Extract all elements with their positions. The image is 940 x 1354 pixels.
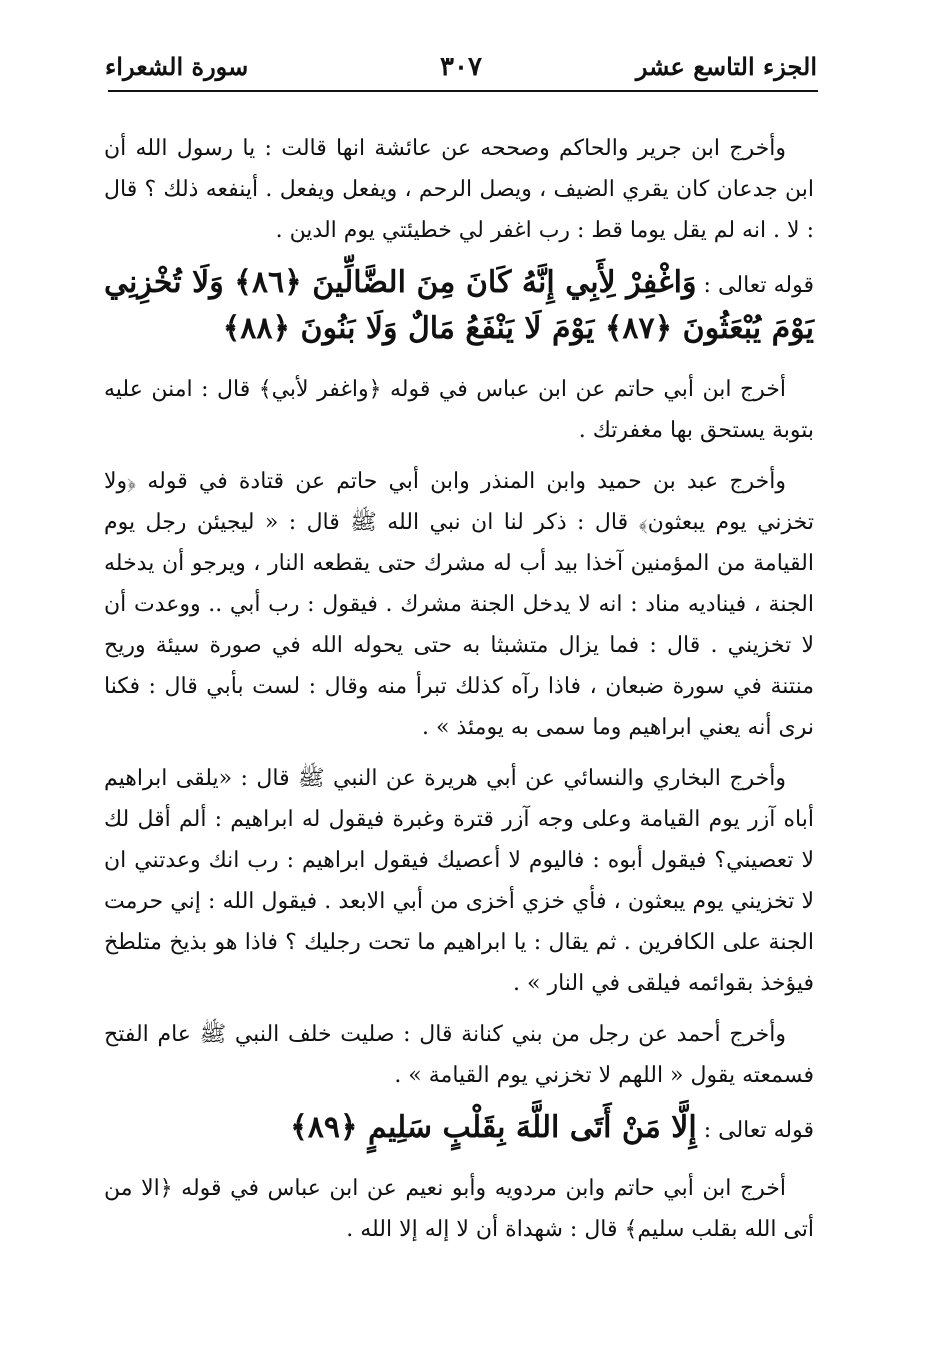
- quran-verse: إِلَّا مَنْ أَتَى اللَّهَ بِقَلْبٍ سَلِيمٍ ﴿٨٩﴾: [290, 1110, 697, 1145]
- page-number: ٣٠٧: [440, 52, 482, 82]
- verse-block: [104, 1106, 814, 1152]
- verse-intro: قوله تعالى :: [703, 273, 814, 298]
- part-title: الجزء التاسع عشر: [635, 52, 817, 81]
- paragraph: وأخرج البخاري والنسائي عن أبي هريرة عن النبي ﷺ قال : «يلقى ابراهيم أباه آزر يوم القيامة وعلى وجه آزر قترة وغبرة فيقول له ابراهيم : ألم أقل لك لا تعصيني؟ فيقول أبوه : فاليوم لا أعصيك فيقول ابراهيم : رب انك وعدتني ان لا تخزيني يوم يبعثون ، فأي خزي أخزى من أبي الابعد . فيقول الله : إني حرمت الجنة على الكافرين . ثم يقال : يا ابراهيم ما تحت رجليك ؟ فاذا هو بذيخ متلطخ فيؤخذ بقوائمه فيلقى في النار » .: [104, 766, 814, 996]
- quran-verse: وَاغْفِرْ لِأَبِي إِنَّهُ كَانَ مِنَ الضَّالِّينَ ﴿٨٦﴾ وَلَا تُخْزِنِي يَوْمَ يُبْعَثُونَ ﴿٨٧﴾ يَوْمَ لَا يَنْفَعُ مَالٌ وَلَا بَنُونَ ﴿٨٨﴾: [104, 265, 814, 346]
- header-divider: [108, 90, 818, 92]
- page-body: [104, 128, 814, 1260]
- paragraph: أخرج ابن أبي حاتم عن ابن عباس في قوله ﴿واغفر لأبي﴾ قال : امنن عليه بتوبة يستحق بها مغفرتك .: [104, 377, 814, 443]
- surah-title: سورة الشعراء: [105, 52, 249, 81]
- page-header: [105, 48, 817, 88]
- paragraph: أخرج ابن أبي حاتم وابن مردويه وأبو نعيم عن ابن عباس في قوله ﴿الا من أتى الله بقلب سليم﴾ قال : شهداة أن لا إله إلا الله .: [104, 1176, 814, 1242]
- paragraph: وأخرج ابن جرير والحاكم وصححه عن عائشة انها قالت : يا رسول الله أن ابن جدعان كان يقري الضيف ، ويصل الرحم ، ويفعل ويفعل . أينفعه ذلك ؟ قال : لا . انه لم يقل يوما قط : رب اغفر لي خطيئتي يوم الدين .: [104, 136, 814, 243]
- verse-intro: قوله تعالى :: [703, 1118, 814, 1143]
- verse-block: [104, 261, 814, 353]
- paragraph: وأخرج عبد بن حميد وابن المنذر وابن أبي حاتم عن قتادة في قوله ﴿ولا تخزني يوم يبعثون﴾ قال : ذكر لنا ان نبي الله ﷺ قال : « ليجيئن رجل يوم القيامة من المؤمنين آخذا بيد أب له مشرك حتى يقطعه النار ، ويرجو أن يدخله الجنة ، فيناديه مناد : انه لا يدخل الجنة مشرك . فيقول : رب أبي .. ووعدت أن لا تخزيني . قال : فما يزال متشبثا به حتى يحوله الله في صورة سيئة وريح منتنة في سورة ضبعان ، فاذا رآه كذلك تبرأ منه وقال : لست بأبي قال : فكنا نرى أنه يعني ابراهيم وما سمى به يومئذ » .: [104, 469, 814, 740]
- paragraph: وأخرج أحمد عن رجل من بني كنانة قال : صليت خلف النبي ﷺ عام الفتح فسمعته يقول « اللهم لا تخزني يوم القيامة » .: [104, 1022, 814, 1088]
